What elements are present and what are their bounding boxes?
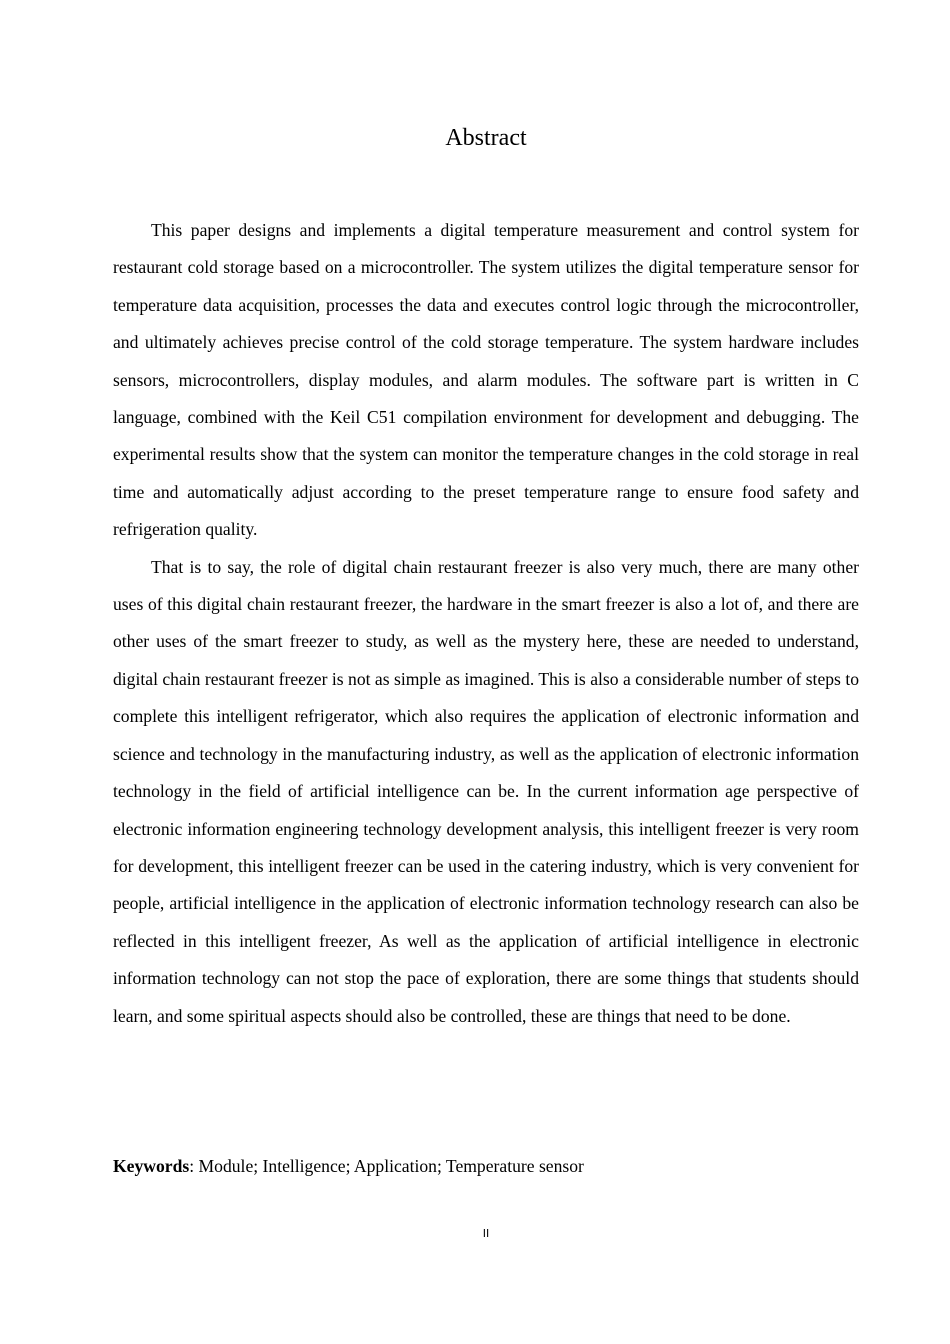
abstract-paragraph-1: This paper designs and implements a digital temperature measurement and control system for restaurant cold storage based on a microcontroller. The system utilizes the digital temperature sensor for temperature data acquisition, processes the data and executes control logic through the microcontroller, and ultimately achieves precise control of the cold storage temperature. The system hardware includes sensors, microcontrollers, display modules, and alarm modules. The software part is written in C language, combined with the Keil C51 compilation environment for development and debugging. The experimental results show that the system can monitor the temperature changes in the cold storage in real time and automatically adjust according to the preset temperature range to ensure food safety and refrigeration quality. [113,220,859,540]
keywords-list: : Module; Intelligence; Application; Temperature sensor [189,1156,584,1176]
abstract-paragraph-2: That is to say, the role of digital chain restaurant freezer is also very much, there are many other uses of this digital chain restaurant freezer, the hardware in the smart freezer is also a lot of, and there are other uses of the smart freezer to study, as well as the mystery here, these are needed to understand, digital chain restaurant freezer is not as simple as imagined. This is also a considerable number of steps to complete this intelligent refrigerator, which also requires the application of electronic information and science and technology in the manufacturing industry, as well as the application of electronic information technology in the field of artificial intelligence can be. In the current information age perspective of electronic information engineering technology development analysis, this intelligent freezer is very room for development, this intelligent freezer can be used in the catering industry, which is very convenient for people, artificial intelligence in the application of electronic information technology research can also be reflected in this intelligent freezer, As well as the application of artificial intelligence in electronic information technology can not stop the pace of exploration, there are some things that students should learn, and some spiritual aspects should also be controlled, these are things that need to be done. [113,556,859,1026]
abstract-body [113,212,859,1035]
keywords-line [113,1150,859,1182]
abstract-title: Abstract [445,125,527,151]
keywords-label: Keywords [113,1156,190,1176]
page-number: II [482,1227,490,1240]
